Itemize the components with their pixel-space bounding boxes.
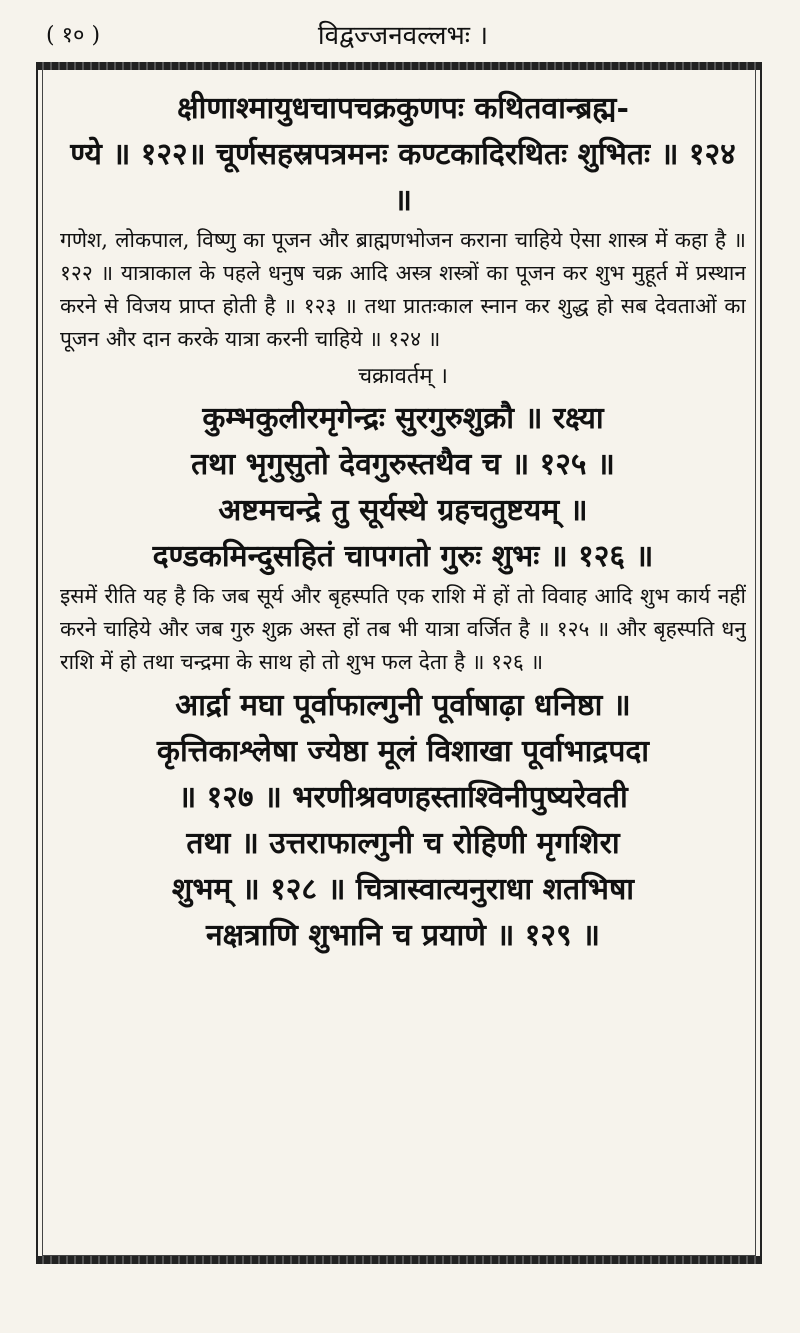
section-heading: चक्रावर्तम् । [358, 364, 448, 389]
verse-line: ॥ १२७ ॥ भरणीश्रवणहस्ताश्विनीपुष्यरेवती [178, 780, 628, 815]
verse-line: तथा ॥ उत्तराफाल्गुनी च रोहिणी मृगशिरा [186, 826, 620, 861]
commentary-paragraph: इसमें रीति यह है कि जब सूर्य और बृहस्पति एक राशि में हों तो विवाह आदि शुभ कार्य नहीं करने चाहिये और जब गुरु शुक्र अस्त हों तब भी यात्रा वर्जित है ॥ १२५ ॥ और बृहस्पति धनु राशि में हो तथा चन्द्रमा के साथ हो तो शुभ फल देता है ॥ १२६ ॥ [60, 584, 746, 674]
verse-line: शुभम् ॥ १२८ ॥ चित्रास्वात्यनुराधा शतभिषा [171, 872, 635, 907]
verse-line: अष्टमचन्द्रे तु सूर्यस्थे ग्रहचतुष्टयम् ॥ [218, 493, 588, 528]
ornamental-rule-bottom [36, 1256, 762, 1264]
running-title: विद्वज्जनवल्लभः । [317, 21, 489, 51]
verse-line: कृत्तिकाश्लेषा ज्येष्ठा मूलं विशाखा पूर्वाभाद्रपदा [156, 734, 650, 769]
verse-line: ण्ये ॥ १२२॥ चूर्णसहस्रपत्रमनः कण्टकादिरथितः शुभितः ॥ १२४ ॥ [70, 137, 736, 218]
ornamental-rule-top [36, 62, 762, 70]
verse-line: क्षीणाश्मायुधचापचक्रकुणपः कथितवान्ब्रह्म- [177, 91, 629, 126]
commentary-paragraph: गणेश, लोकपाल, विष्णु का पूजन और ब्राह्मणभोजन कराना चाहिये ऐसा शास्त्र में कहा है ॥ १२२ ॥ यात्राकाल के पहले धनुष चक्र आदि अस्त्र शस्त्रों का पूजन कर शुभ मुहूर्त में प्रस्थान करने से विजय प्राप्त होती है ॥ १२३ ॥ तथा प्रातःकाल स्नान कर शुद्ध हो सब देवताओं का पूजन और दान करके यात्रा करनी चाहिये ॥ १२४ ॥ [60, 228, 746, 351]
verse-line: कुम्भकुलीरमृगेन्द्रः सुरगुरुशुक्रौ ॥ रक्ष्या [202, 401, 604, 436]
page-header [46, 14, 760, 54]
verse-line: आर्द्रा मघा पूर्वाफाल्गुनी पूर्वाषाढ़ा धनिष्ठा ॥ [175, 688, 631, 723]
verse-line: दण्डकमिन्दुसहितं चापगतो गुरुः शुभः ॥ १२६ ॥ [152, 539, 654, 574]
verse-line: तथा भृगुसुतो देवगुरुस्तथैव च ॥ १२५ ॥ [191, 447, 615, 482]
page-body [60, 86, 746, 1246]
verse-line: नक्षत्राणि शुभानि च प्रयाणे ॥ १२९ ॥ [205, 918, 601, 953]
page-number: ( १० ) [46, 23, 101, 48]
